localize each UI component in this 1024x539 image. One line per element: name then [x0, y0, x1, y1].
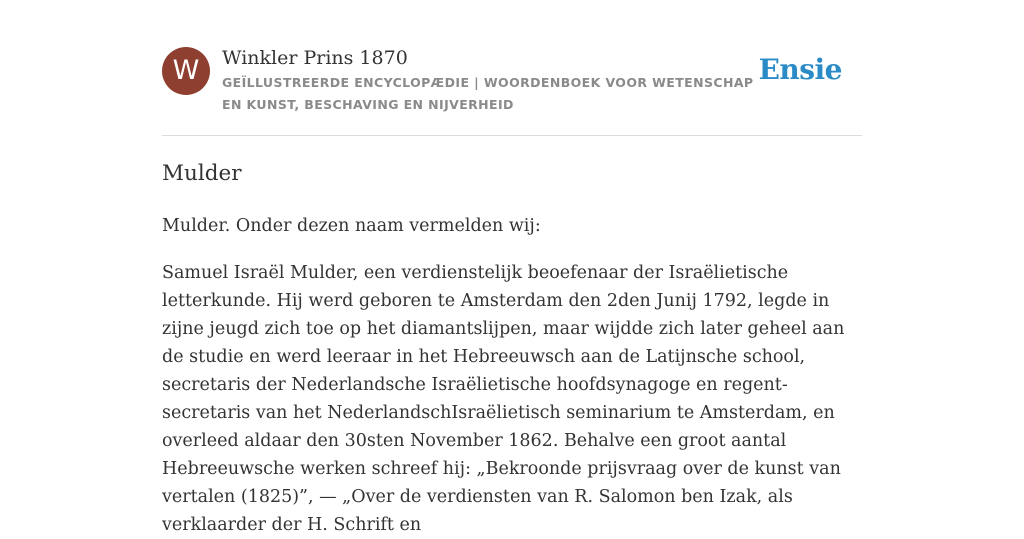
header-divider — [162, 135, 862, 136]
source-subtitle: GEÏLLUSTREERDE ENCYCLOPÆDIE | WOORDENBOEK VOOR WETENSCHAP EN KUNST, BESCHAVING EN NIJVERHEID — [222, 75, 754, 112]
article-title: Mulder — [162, 161, 242, 186]
source-title[interactable]: Winkler Prins 1870 — [222, 47, 408, 69]
article-body: Samuel Israël Mulder, een verdienstelijk beoefenaar der Israëlietische letterkunde. Hij werd geboren te Amsterdam den 2den Junij 1792, legde in zijne jeugd zich toe op het diamantslijpen, maar wijdde zich later geheel aan de studie en werd leeraar in het Hebreeuwsch aan de Latijnsche school, secretaris der Nederlandsche Israëlietische hoofdsynagoge en regent-secretaris van het NederlandschIsraëlietisch seminarium te Amsterdam, en overleed aldaar den 30sten November 1862. Behalve een groot aantal Hebreeuwsche werken schreef hij: „Bekroonde prijsvraag over de kunst van vertalen (1825)”, — „Over de verdiensten van R. Salomon ben Izak, als verklaarder der H. Schrift en — [162, 263, 845, 535]
brand-logo[interactable]: Ensie — [758, 53, 842, 86]
source-header — [162, 46, 862, 136]
source-avatar[interactable]: W — [162, 47, 210, 95]
article-lead: Mulder. Onder dezen naam vermelden wij: — [162, 216, 541, 236]
